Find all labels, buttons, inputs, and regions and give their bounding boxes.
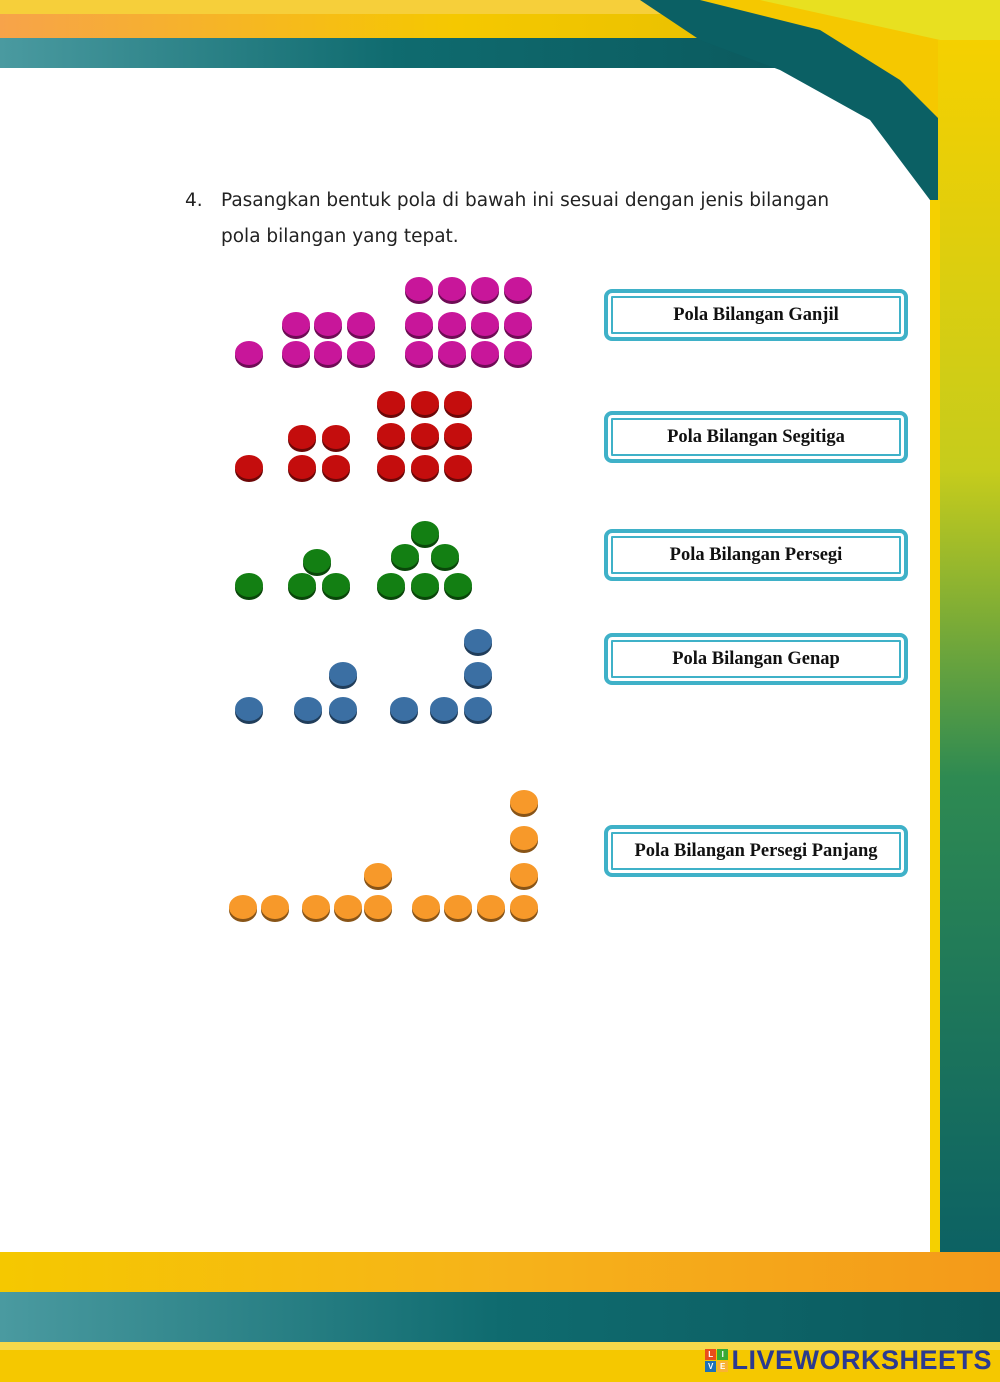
answer-box-persegi-panjang[interactable]: Pola Bilangan Persegi Panjang — [604, 825, 908, 877]
answer-box-segitiga[interactable]: Pola Bilangan Segitiga — [604, 411, 908, 463]
liveworksheets-logo — [705, 1345, 992, 1376]
logo-text: LIVEWORKSHEETS — [731, 1345, 992, 1375]
answer-box-persegi[interactable]: Pola Bilangan Persegi — [604, 529, 908, 581]
answer-box-ganjil[interactable]: Pola Bilangan Ganjil — [604, 289, 908, 341]
answer-box-genap[interactable]: Pola Bilangan Genap — [604, 633, 908, 685]
question-number: 4. — [185, 190, 203, 211]
logo-icon: L I V E — [705, 1349, 728, 1372]
question-text: Pasangkan bentuk pola di bawah ini sesuai dengan jenis bilangan pola bilangan yang tepat. — [221, 190, 830, 247]
